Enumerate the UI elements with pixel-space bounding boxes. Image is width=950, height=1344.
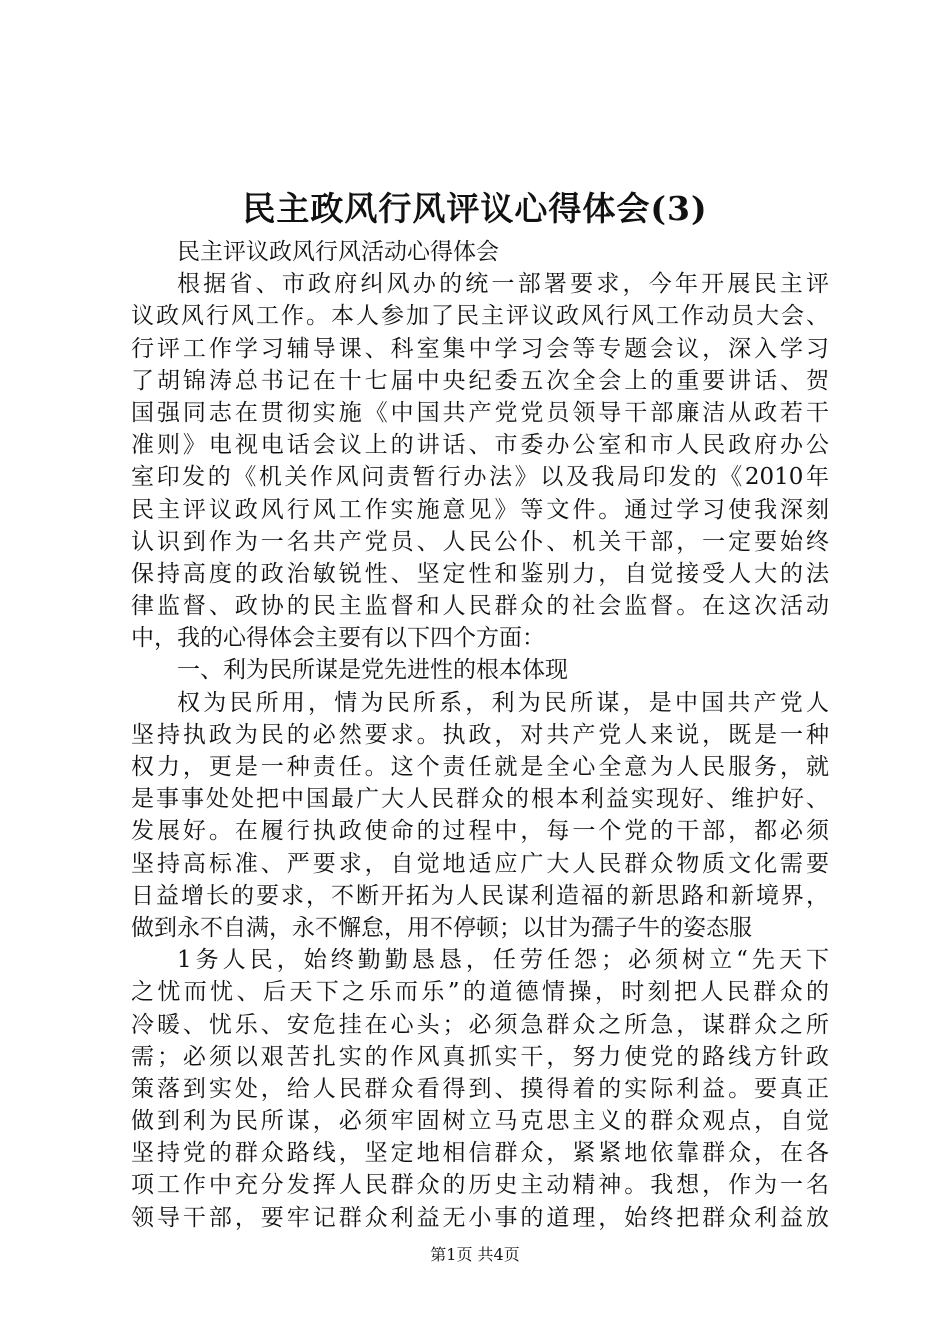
text-line: 权为民所用，情为民所系，利为民所谋，是中国共产党人 (177, 689, 829, 716)
text-line: 坚持高标准、严要求，自觉地适应广大人民群众物质文化需要 (131, 850, 829, 877)
text-line: 室印发的《机关作风问责暂行办法》以及我局印发的《2010年 (131, 464, 829, 491)
text-line: 国强同志在贯彻实施《中国共产党党员领导干部廉洁从政若干 (131, 399, 829, 426)
page-number: 第1页 共4页 (430, 1245, 520, 1264)
text-line: 行评工作学习辅导课、科室集中学习会等专题会议，深入学习 (131, 335, 829, 362)
text-line: 中，我的心得体会主要有以下四个方面： (131, 625, 545, 652)
text-line: 发展好。在履行执政使命的过程中，每一个党的干部，都必须 (131, 818, 829, 845)
text-line: 律监督、政协的民主监督和人民群众的社会监督。在这次活动 (131, 593, 829, 620)
document-title: 民主政风行风评议心得体会(3) (242, 189, 708, 228)
text-line: 做到永不自满，永不懈怠，用不停顿；以甘为孺子牛的姿态服 (131, 914, 752, 941)
text-line: 项工作中充分发挥人民群众的历史主动精神。我想，作为一名 (131, 1172, 829, 1199)
text-line: 冷暖、忧乐、安危挂在心头；必须急群众之所急，谋群众之所 (131, 1011, 829, 1038)
text-line: 做到利为民所谋，必须牢固树立马克思主义的群众观点，自觉 (131, 1108, 829, 1135)
text-line: 日益增长的要求，不断开拓为人民谋利造福的新思路和新境界， (131, 882, 829, 909)
text-line: 准则》电视电话会议上的讲话、市委办公室和市人民政府办公 (131, 432, 829, 459)
text-line: 一、利为民所谋是党先进性的根本体现 (177, 657, 568, 684)
text-line: 是事事处处把中国最广大人民群众的根本利益实现好、维护好、 (131, 786, 829, 813)
text-line: 认识到作为一名共产党员、人民公仆、机关干部，一定要始终 (131, 528, 829, 555)
text-line: 坚持党的群众路线，坚定地相信群众，紧紧地依靠群众，在各 (131, 1140, 829, 1167)
document-body (131, 236, 829, 1234)
text-line: 需；必须以艰苦扎实的作风真抓实干，努力使党的路线方针政 (131, 1043, 829, 1070)
text-line: 领导干部，要牢记群众利益无小事的道理，始终把群众利益放 (131, 1204, 829, 1231)
text-line: 保持高度的政治敏锐性、坚定性和鉴别力，自觉接受人大的法 (131, 560, 829, 587)
text-line: 民主评议政风行风活动心得体会 (177, 239, 499, 265)
text-line: 民主评议政风行风工作实施意见》等文件。通过学习使我深刻 (131, 496, 829, 523)
text-line: 1务人民，始终勤勤恳恳，任劳任怨；必须树立“先天下 (177, 947, 829, 974)
text-line: 根据省、市政府纠风办的统一部署要求，今年开展民主评 (177, 271, 829, 298)
text-line: 了胡锦涛总书记在十七届中央纪委五次全会上的重要讲话、贺 (131, 367, 829, 394)
text-line: 之忧而忧、后天下之乐而乐”的道德情操，时刻把人民群众的 (131, 979, 829, 1006)
text-line: 策落到实处，给人民群众看得到、摸得着的实际利益。要真正 (131, 1075, 829, 1102)
text-line: 坚持执政为民的必然要求。执政，对共产党人来说，既是一种 (131, 721, 829, 748)
text-line: 议政风行风工作。本人参加了民主评议政风行风工作动员大会、 (131, 303, 829, 330)
text-line: 权力，更是一种责任。这个责任就是全心全意为人民服务，就 (131, 754, 829, 780)
